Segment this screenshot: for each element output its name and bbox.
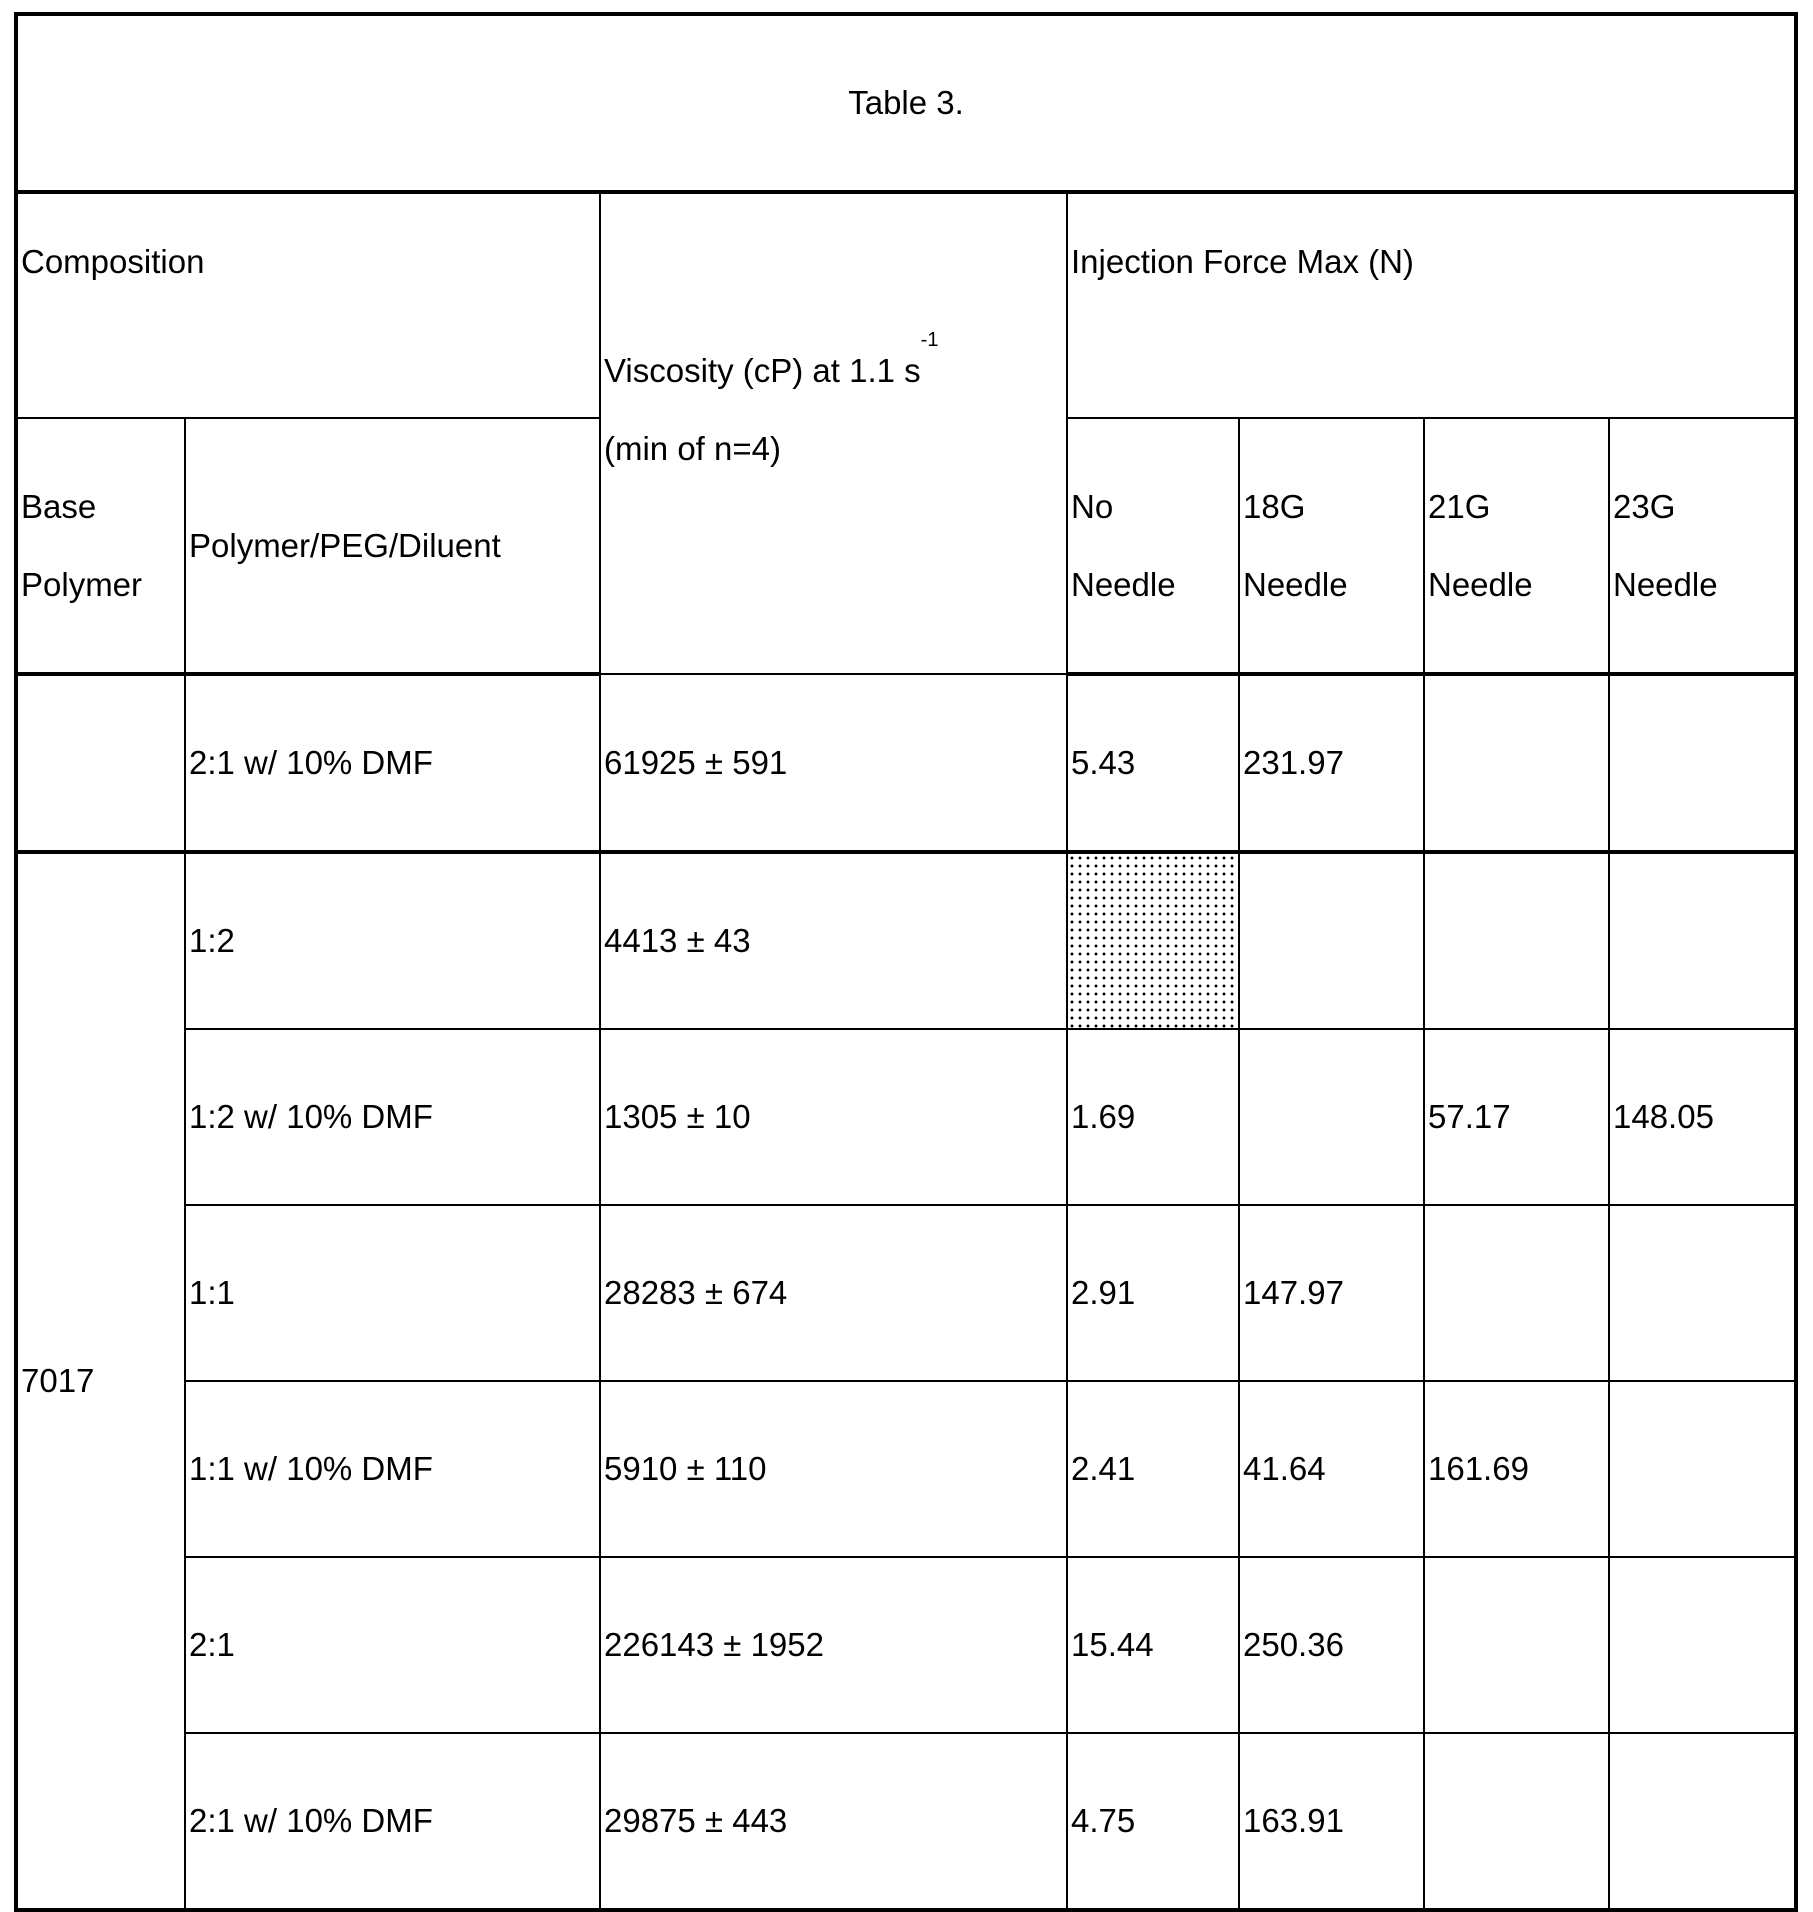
21g-cell: 57.17 — [1424, 1029, 1609, 1205]
viscosity-header-exponent: -1 — [921, 329, 939, 351]
21g-cell: 161.69 — [1424, 1381, 1609, 1557]
21g-cell — [1424, 674, 1609, 852]
23g-cell — [1609, 852, 1796, 1029]
23g-cell: 148.05 — [1609, 1029, 1796, 1205]
no-needle-cell: 5.43 — [1067, 674, 1239, 852]
18g-cell: 147.97 — [1239, 1205, 1424, 1381]
18g-cell: 41.64 — [1239, 1381, 1424, 1557]
ratio-cell: 1:1 w/ 10% DMF — [185, 1381, 600, 1557]
ratio-cell: 2:1 w/ 10% DMF — [185, 1733, 600, 1910]
23g-cell — [1609, 1733, 1796, 1910]
21g-needle-header — [1424, 418, 1609, 674]
base-polymer-header-line2: Polymer — [21, 566, 142, 603]
title-row — [16, 14, 1796, 192]
21g-needle-header-line1: 21G — [1428, 488, 1490, 525]
viscosity-cell: 226143 ± 1952 — [600, 1557, 1067, 1733]
ratio-cell: 1:1 — [185, 1205, 600, 1381]
no-needle-cell: 2.91 — [1067, 1205, 1239, 1381]
18g-cell: 163.91 — [1239, 1733, 1424, 1910]
data-table — [14, 12, 1798, 1912]
no-needle-cell-shaded — [1067, 852, 1239, 1029]
ratio-cell: 1:2 — [185, 852, 600, 1029]
21g-cell — [1424, 852, 1609, 1029]
23g-cell — [1609, 1381, 1796, 1557]
18g-needle-header-line1: 18G — [1243, 488, 1305, 525]
21g-cell — [1424, 1557, 1609, 1733]
18g-cell: 250.36 — [1239, 1557, 1424, 1733]
18g-cell — [1239, 852, 1424, 1029]
table-row — [16, 1029, 1796, 1205]
18g-cell — [1239, 1029, 1424, 1205]
no-needle-cell: 4.75 — [1067, 1733, 1239, 1910]
base-polymer-cell: 7017 — [16, 852, 185, 1910]
viscosity-header-line1: Viscosity (cP) at 1.1 s — [604, 352, 921, 389]
viscosity-header — [600, 192, 1067, 674]
table-row — [16, 1557, 1796, 1733]
23g-cell — [1609, 1557, 1796, 1733]
18g-cell: 231.97 — [1239, 674, 1424, 852]
ratio-cell: 2:1 — [185, 1557, 600, 1733]
23g-needle-header — [1609, 418, 1796, 674]
header-row-1 — [16, 192, 1796, 418]
viscosity-cell: 29875 ± 443 — [600, 1733, 1067, 1910]
23g-needle-header-line2: Needle — [1613, 566, 1718, 603]
table-row — [16, 1733, 1796, 1910]
no-needle-header-line1: No — [1071, 488, 1113, 525]
table-title: Table 3. — [16, 14, 1796, 192]
no-needle-cell: 15.44 — [1067, 1557, 1239, 1733]
no-needle-cell: 1.69 — [1067, 1029, 1239, 1205]
viscosity-cell: 5910 ± 110 — [600, 1381, 1067, 1557]
viscosity-cell: 4413 ± 43 — [600, 852, 1067, 1029]
no-needle-header — [1067, 418, 1239, 674]
23g-needle-header-line1: 23G — [1613, 488, 1675, 525]
table-row — [16, 852, 1796, 1029]
base-polymer-header — [16, 418, 185, 674]
viscosity-cell: 1305 ± 10 — [600, 1029, 1067, 1205]
viscosity-cell: 61925 ± 591 — [600, 674, 1067, 852]
23g-cell — [1609, 674, 1796, 852]
ratio-header: Polymer/PEG/Diluent — [185, 418, 600, 674]
table-row — [16, 674, 1796, 852]
table-row — [16, 1205, 1796, 1381]
ratio-cell: 1:2 w/ 10% DMF — [185, 1029, 600, 1205]
base-polymer-cell — [16, 674, 185, 852]
base-polymer-header-line1: Base — [21, 488, 96, 525]
table-row — [16, 1381, 1796, 1557]
23g-cell — [1609, 1205, 1796, 1381]
18g-needle-header-line2: Needle — [1243, 566, 1348, 603]
21g-needle-header-line2: Needle — [1428, 566, 1533, 603]
injection-force-header: Injection Force Max (N) — [1067, 192, 1796, 418]
viscosity-cell: 28283 ± 674 — [600, 1205, 1067, 1381]
viscosity-header-line2: (min of n=4) — [604, 430, 781, 467]
21g-cell — [1424, 1205, 1609, 1381]
21g-cell — [1424, 1733, 1609, 1910]
no-needle-header-line2: Needle — [1071, 566, 1176, 603]
18g-needle-header — [1239, 418, 1424, 674]
no-needle-cell: 2.41 — [1067, 1381, 1239, 1557]
composition-header: Composition — [16, 192, 600, 418]
ratio-cell: 2:1 w/ 10% DMF — [185, 674, 600, 852]
